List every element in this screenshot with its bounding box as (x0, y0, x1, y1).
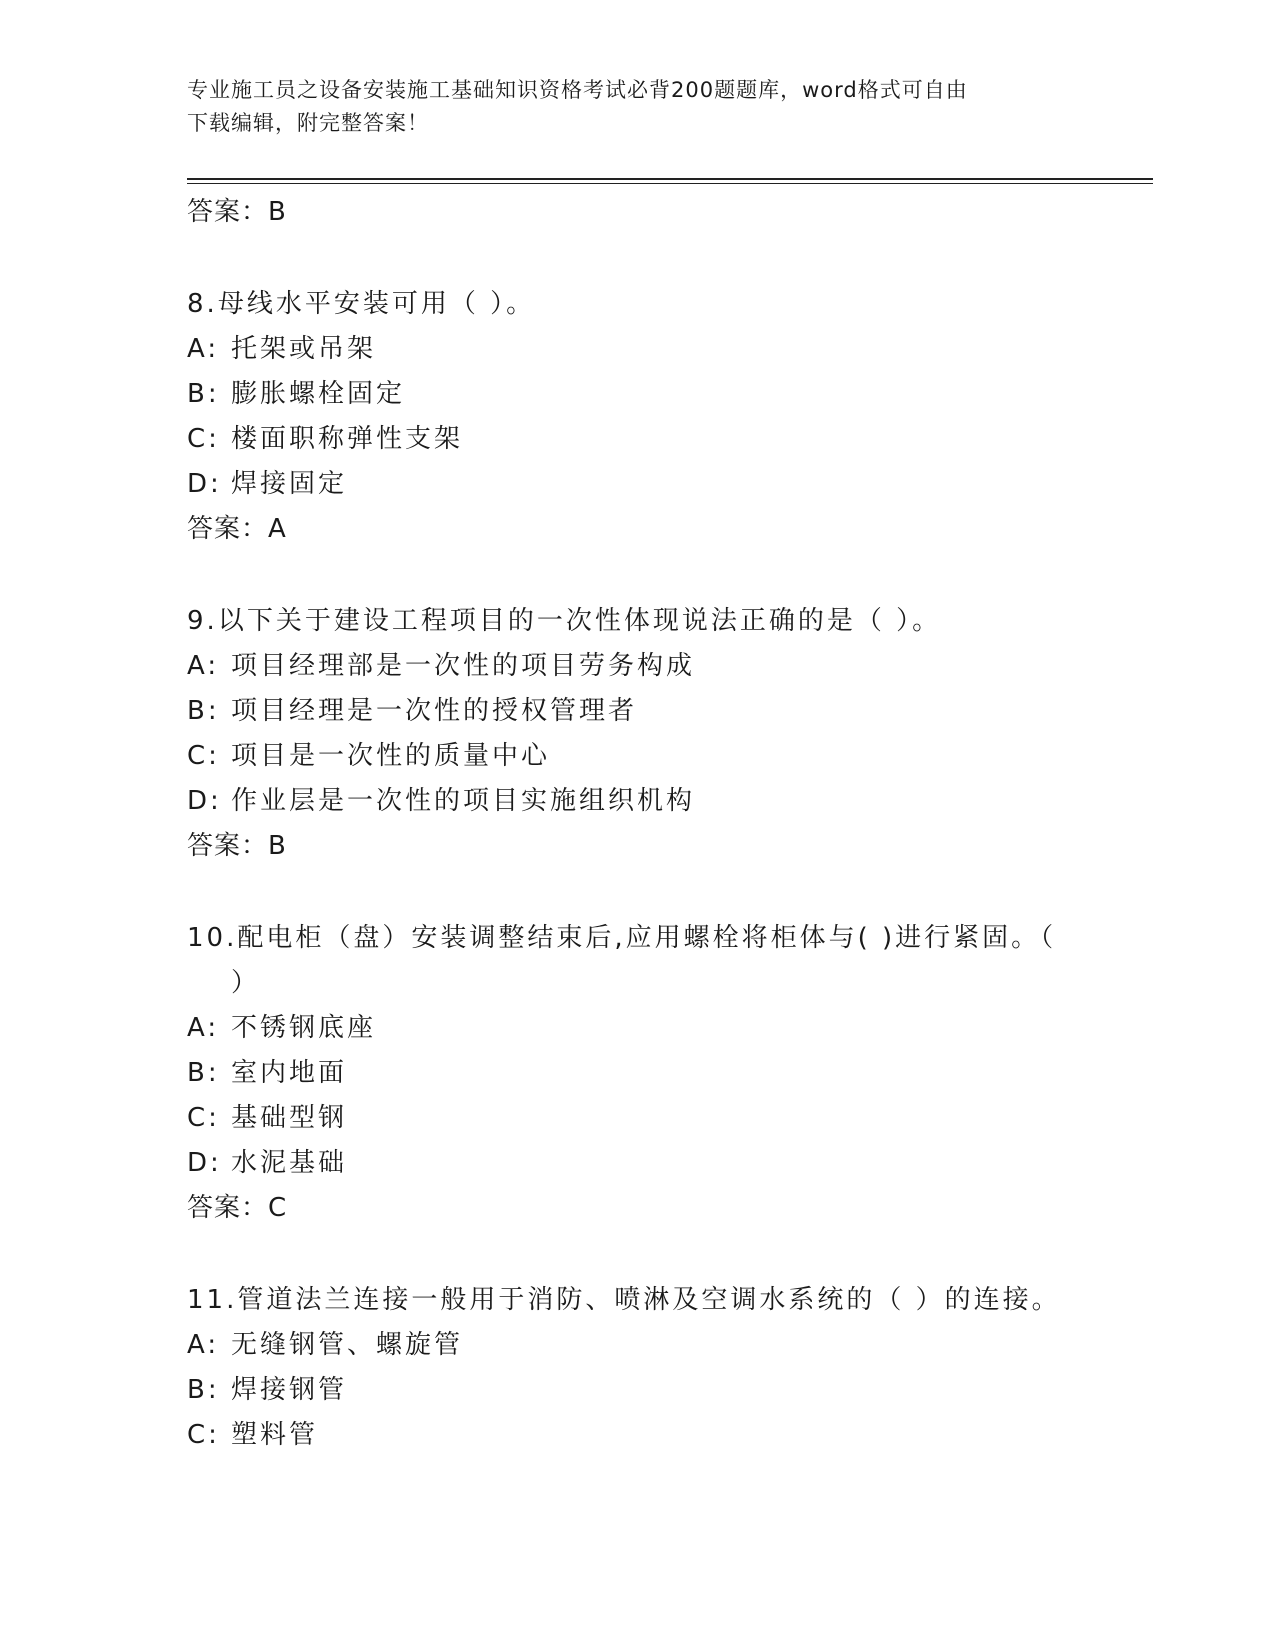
option-label: D: (187, 786, 222, 816)
option-text: 基础型钢 (231, 1103, 348, 1133)
option-label: A: (187, 334, 220, 364)
answer-line (187, 1186, 1087, 1230)
option-a (187, 644, 1087, 689)
question-number: 9. (187, 606, 218, 636)
option-text: 作业层是一次性的项目实施组织机构 (231, 786, 696, 816)
question-stem: 管道法兰连接一般用于消防、喷淋及空调水系统的（ ）的连接。 (237, 1285, 1061, 1315)
answer-line (187, 190, 1087, 234)
answer-value: B (268, 197, 287, 227)
answer-label: 答案： (187, 197, 269, 227)
question-list (187, 190, 1087, 1458)
answer-line (187, 824, 1087, 868)
answer-value: B (268, 831, 287, 861)
question-stem: 以下关于建设工程项目的一次性体现说法正确的是（ ）。 (217, 606, 942, 636)
option-label: B: (187, 1375, 220, 1405)
option-a (187, 1006, 1087, 1051)
option-text: 楼面职称弹性支架 (231, 424, 464, 454)
answer-label: 答案： (187, 831, 269, 861)
question-text (187, 282, 1087, 327)
option-label: C: (187, 1420, 220, 1450)
option-text: 无缝钢管、螺旋管 (231, 1330, 464, 1360)
option-a (187, 327, 1087, 372)
option-c (187, 417, 1087, 462)
answer-value: C (268, 1193, 288, 1223)
option-label: C: (187, 424, 220, 454)
option-label: A: (187, 651, 220, 681)
question-number: 11. (187, 1285, 238, 1315)
question-number: 10. (187, 923, 238, 953)
option-label: B: (187, 379, 220, 409)
option-label: B: (187, 696, 220, 726)
option-label: C: (187, 1103, 220, 1133)
option-b (187, 689, 1087, 734)
option-c (187, 1096, 1087, 1141)
option-d (187, 1141, 1087, 1186)
header-rule-thick (187, 178, 1153, 180)
header-rule-thin (187, 183, 1153, 184)
answer-value: A (268, 514, 287, 544)
question-text (187, 1278, 1087, 1323)
document-header (187, 74, 1067, 140)
answer-label: 答案： (187, 1193, 269, 1223)
header-line-2: 下载编辑，附完整答案！ (187, 111, 429, 135)
answer-line (187, 507, 1087, 551)
option-text: 托架或吊架 (231, 334, 377, 364)
option-b (187, 1051, 1087, 1096)
question-text (187, 916, 1087, 1006)
option-label: B: (187, 1058, 220, 1088)
option-a (187, 1323, 1087, 1368)
option-c (187, 734, 1087, 779)
option-label: A: (187, 1330, 220, 1360)
header-line-1: 专业施工员之设备安装施工基础知识资格考试必背200题题库，word格式可自由 (187, 78, 968, 102)
option-label: D: (187, 469, 222, 499)
option-label: A: (187, 1013, 220, 1043)
option-text: 项目经理是一次性的授权管理者 (231, 696, 638, 726)
option-b (187, 372, 1087, 417)
option-text: 膨胀螺栓固定 (231, 379, 406, 409)
option-text: 塑料管 (231, 1420, 319, 1450)
option-label: D: (187, 1148, 222, 1178)
option-d (187, 462, 1087, 507)
option-text: 室内地面 (231, 1058, 348, 1088)
answer-label: 答案： (187, 514, 269, 544)
option-text: 焊接钢管 (231, 1375, 348, 1405)
option-text: 项目是一次性的质量中心 (231, 741, 551, 771)
option-text: 焊接固定 (231, 469, 348, 499)
option-b (187, 1368, 1087, 1413)
question-number: 8. (187, 289, 218, 319)
question-stem: 母线水平安装可用（ ）。 (217, 289, 536, 319)
question-stem-continued: ） (231, 968, 261, 998)
question-text (187, 599, 1087, 644)
question-stem: 配电柜（盘）安装调整结束后,应用螺栓将柜体与( )进行紧固。（ (237, 923, 1057, 953)
option-text: 不锈钢底座 (231, 1013, 377, 1043)
option-c (187, 1413, 1087, 1458)
option-text: 项目经理部是一次性的项目劳务构成 (231, 651, 696, 681)
option-text: 水泥基础 (231, 1148, 348, 1178)
option-d (187, 779, 1087, 824)
option-label: C: (187, 741, 220, 771)
